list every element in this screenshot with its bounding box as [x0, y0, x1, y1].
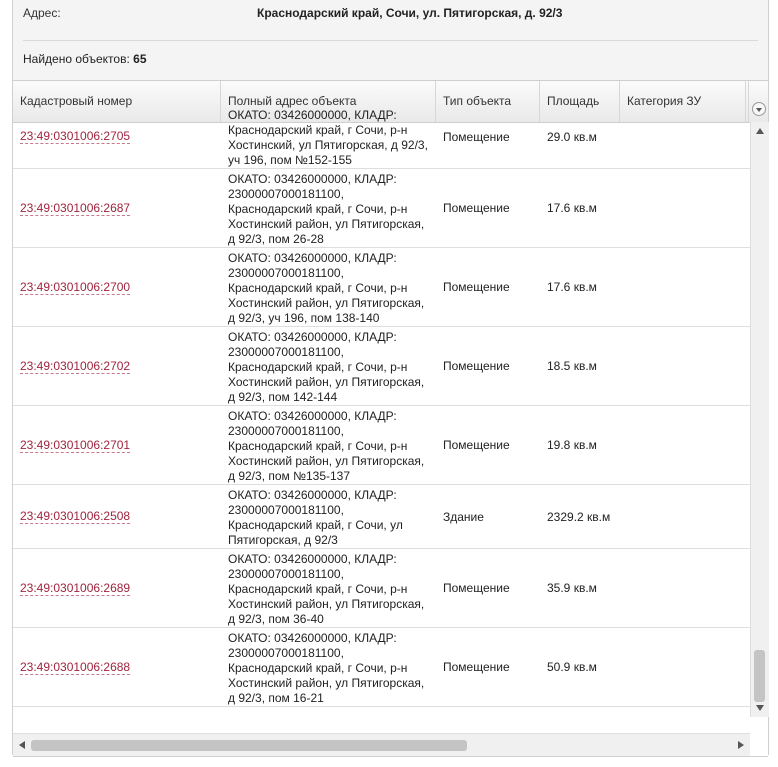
address-line: Краснодарский край, г Сочи, р-н [228, 661, 408, 675]
results-grid [13, 80, 768, 757]
address-cell [221, 248, 428, 326]
object-type-cell: Помещение [443, 359, 510, 373]
cadastral-number-cell [13, 406, 221, 484]
column-header-full-address[interactable]: Полный адрес объекта [221, 81, 436, 122]
address-line: ОКАТО: 03426000000, КЛАДР: [228, 552, 397, 566]
address-label: Адрес: [23, 6, 61, 20]
address-line: Краснодарский край, г Сочи, р-н [228, 202, 408, 216]
address-value: Краснодарский край, Сочи, ул. Пятигорская, д. 92/3 [257, 6, 563, 20]
address-line: Хостинский, ул Пятигорская, д 92/3, [228, 138, 428, 152]
address-line: 23000007000181100, [228, 187, 344, 201]
address-line: Краснодарский край, г Сочи, р-н [228, 123, 408, 137]
area-cell: 18.5 кв.м [547, 359, 597, 373]
address-line: Хостинский район, ул Пятигорская, [228, 676, 425, 690]
table-row[interactable] [13, 549, 750, 628]
cadastral-number-cell [13, 549, 221, 627]
address-line: Хостинский район, ул Пятигорская, [228, 454, 425, 468]
address-line: 23000007000181100, [228, 646, 344, 660]
cadastral-number-link[interactable]: 23:49:0301006:2705 [20, 129, 131, 143]
found-number: 65 [133, 52, 147, 66]
cadastral-number-cell [13, 105, 221, 168]
address-line: 23000007000181100, [228, 345, 344, 359]
column-menu-button[interactable] [748, 81, 768, 122]
address-line: Краснодарский край, г Сочи, р-н [228, 582, 408, 596]
address-line: Хостинский район, ул Пятигорская, [228, 375, 425, 389]
address-line: д 92/3, пом 36-40 [228, 612, 324, 626]
horizontal-scroll-thumb[interactable] [31, 740, 467, 751]
area-cell: 29.0 кв.м [547, 129, 597, 144]
grid-body [13, 108, 750, 717]
vertical-scrollbar[interactable] [750, 122, 769, 717]
address-cell [221, 327, 428, 405]
search-results-panel [12, 0, 769, 755]
scroll-down-arrow-icon[interactable] [756, 705, 764, 711]
found-count [23, 52, 147, 66]
cadastral-number-link[interactable]: 23:49:0301006:2688 [20, 659, 131, 674]
cadastral-number-link[interactable]: 23:49:0301006:2702 [20, 358, 131, 373]
address-line: Хостинский район, ул Пятигорская, [228, 597, 425, 611]
address-line: уч 196, пом №152-155 [228, 153, 352, 167]
address-line: Краснодарский край, г Сочи, р-н [228, 360, 408, 374]
table-row[interactable] [13, 248, 750, 327]
address-line: Пятигорская, д 92/3 [228, 533, 338, 547]
cadastral-number-link[interactable]: 23:49:0301006:2701 [20, 437, 131, 452]
cadastral-number-cell [13, 248, 221, 326]
table-row[interactable] [13, 327, 750, 406]
table-row[interactable] [13, 485, 750, 549]
found-label: Найдено объектов: [23, 52, 130, 66]
area-cell: 17.6 кв.м [547, 201, 597, 215]
column-header-land-category[interactable]: Категория ЗУ [620, 81, 746, 122]
area-cell: 19.8 кв.м [547, 438, 597, 452]
scroll-right-arrow-icon[interactable] [738, 741, 744, 749]
address-line: ОКАТО: 03426000000, КЛАДР: [228, 108, 397, 122]
address-line: Краснодарский край, г Сочи, р-н [228, 281, 408, 295]
divider [23, 40, 758, 41]
column-header-object-type[interactable]: Тип объекта [436, 81, 540, 122]
object-type-cell: Здание [443, 509, 484, 524]
table-row[interactable] [13, 169, 750, 248]
area-cell: 35.9 кв.м [547, 581, 597, 595]
table-row[interactable] [13, 628, 750, 707]
cadastral-number-cell [13, 485, 221, 548]
cadastral-number-cell [13, 169, 221, 247]
cadastral-number-link[interactable]: 23:49:0301006:2700 [20, 279, 131, 294]
address-line: д 92/3, пом 26-28 [228, 232, 324, 246]
grid-rows [13, 105, 750, 707]
address-line: 23000007000181100, [228, 266, 344, 280]
object-type-cell: Помещение [443, 438, 510, 452]
cadastral-number-link[interactable]: 23:49:0301006:2689 [20, 580, 131, 595]
object-type-cell: Помещение [443, 129, 510, 144]
object-type-cell: Помещение [443, 660, 510, 674]
address-line: ОКАТО: 03426000000, КЛАДР: [228, 631, 397, 645]
address-line: Краснодарский край, г Сочи, ул [228, 518, 403, 532]
address-cell [221, 105, 428, 168]
address-cell [221, 406, 428, 484]
column-header-cadastral-number[interactable]: Кадастровый номер [13, 81, 221, 122]
address-line: д 92/3, уч 196, пом 138-140 [228, 311, 380, 325]
horizontal-scrollbar[interactable] [13, 733, 750, 756]
cadastral-number-link[interactable]: 23:49:0301006:2508 [20, 509, 131, 523]
vertical-scroll-thumb[interactable] [754, 650, 765, 702]
scroll-left-arrow-icon[interactable] [19, 741, 25, 749]
column-header-area[interactable]: Площадь [540, 81, 620, 122]
address-line: ОКАТО: 03426000000, КЛАДР: [228, 330, 397, 344]
address-line: д 92/3, пом №135-137 [228, 469, 351, 483]
address-line: 23000007000181100, [228, 424, 344, 438]
object-type-cell: Помещение [443, 201, 510, 215]
object-type-cell: Помещение [443, 581, 510, 595]
table-row[interactable] [13, 105, 750, 169]
address-line: ОКАТО: 03426000000, КЛАДР: [228, 488, 397, 502]
area-cell: 17.6 кв.м [547, 280, 597, 294]
object-type-cell: Помещение [443, 280, 510, 294]
address-line: Хостинский район, ул Пятигорская, [228, 296, 425, 310]
address-line: ОКАТО: 03426000000, КЛАДР: [228, 409, 397, 423]
chevron-down-icon[interactable] [752, 102, 766, 116]
address-line: ОКАТО: 03426000000, КЛАДР: [228, 251, 397, 265]
cadastral-number-cell [13, 628, 221, 706]
cadastral-number-link[interactable]: 23:49:0301006:2687 [20, 200, 131, 215]
scroll-up-arrow-icon[interactable] [756, 128, 764, 134]
address-line: 23000007000181100, [228, 567, 344, 581]
table-row[interactable] [13, 406, 750, 485]
address-cell [221, 485, 428, 548]
address-line: д 92/3, пом 16-21 [228, 691, 324, 705]
area-cell: 2329.2 кв.м [547, 509, 611, 524]
address-line: д 92/3, пом 142-144 [228, 390, 338, 404]
address-line: 23000007000181100, [228, 503, 344, 517]
area-cell: 50.9 кв.м [547, 660, 597, 674]
address-line: Краснодарский край, г Сочи, р-н [228, 439, 408, 453]
address-line: Хостинский район, ул Пятигорская, [228, 217, 425, 231]
address-cell [221, 549, 428, 627]
cadastral-number-cell [13, 327, 221, 405]
address-cell [221, 169, 428, 247]
address-cell [221, 628, 428, 706]
address-line: ОКАТО: 03426000000, КЛАДР: [228, 172, 397, 186]
